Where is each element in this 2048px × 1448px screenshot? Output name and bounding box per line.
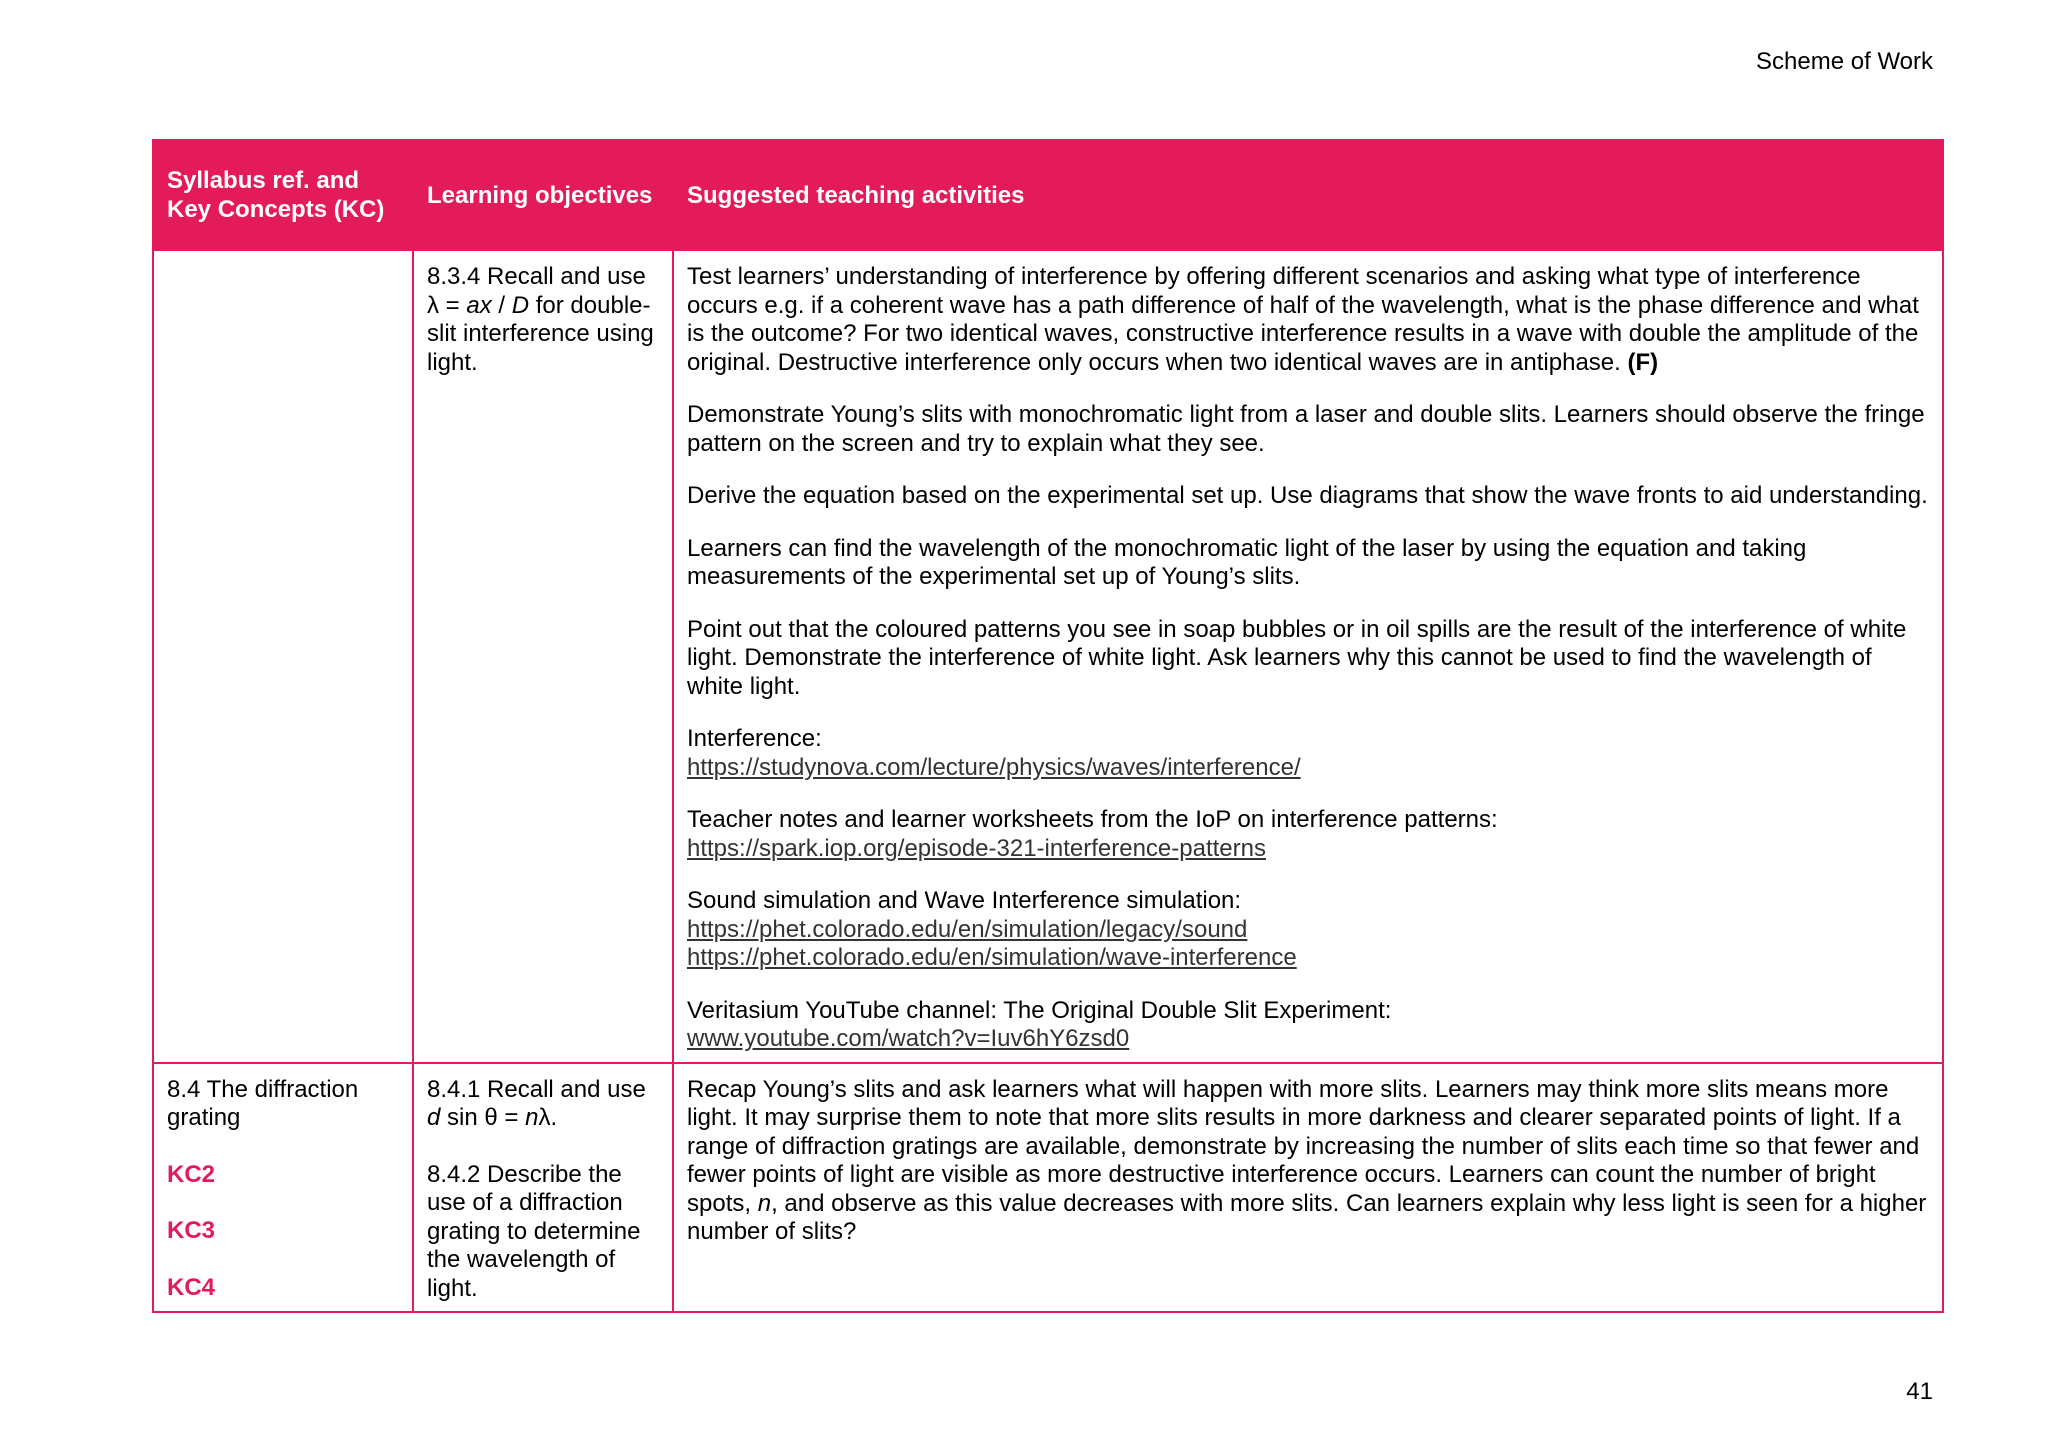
slash: / <box>491 291 512 319</box>
resource-label: Interference: <box>687 725 822 752</box>
lambda-symbol: λ <box>427 291 439 319</box>
activity-paragraph: Learners can find the wavelength of the monochromatic light of the laser by using the equation and taking measurements of the experimental set up of Young’s slits. <box>687 534 1807 590</box>
activity-paragraph: Derive the equation based on the experimental set up. Use diagrams that show the wave fronts to aid understanding. <box>687 482 1928 509</box>
resource-iop <box>687 806 1929 863</box>
variable-d-spacing: d <box>427 1104 441 1131</box>
learning-objective-cell <box>413 1063 673 1313</box>
key-concept-kc4: KC4 <box>167 1273 216 1301</box>
resource-link-iop[interactable]: https://spark.iop.org/episode-321-interference-patterns <box>687 834 1266 862</box>
column-header-learning-objectives: Learning objectives <box>413 140 673 250</box>
objective-text: 8.3.4 Recall and use <box>427 263 646 290</box>
activity-text: Test learners’ understanding of interference by offering different scenarios and asking what type of interference occurs e.g. if a coherent wave has a path difference of half of the wavelength, what is the phase difference and what is the outcome? For two identical waves, constructive interference results in a wave with double the amplitude of the original. Destructive interference only occurs when two identical waves are in antiphase. <box>687 263 1919 376</box>
table-row <box>153 250 1943 1063</box>
resource-link-youtube[interactable]: www.youtube.com/watch?v=Iuv6hY6zsd0 <box>687 1025 1130 1052</box>
table-row <box>153 1063 1943 1313</box>
activity-text: Recap Young’s slits and ask learners what will happen with more slits. Learners may think more slits means more light. It may surprise them to note that more slits results in more darkness and clearer separated points of light. If a range of diffraction gratings are available, demonstrate by increasing the number of slits each time so that fewer and fewer points of light are visible as more destructive interference occurs. Learners can count the number of bright spots, <box>687 1075 1920 1217</box>
resource-link-studynova[interactable]: https://studynova.com/lecture/physics/waves/interference/ <box>687 753 1301 781</box>
teaching-activities-cell <box>673 1063 1943 1313</box>
activity-paragraph: Point out that the coloured patterns you see in soap bubbles or in oil spills are the result of the interference of white light. Demonstrate the interference of white light. Ask learners why this cannot be used to find the wavelength of white light. <box>687 615 1907 700</box>
objective-8-4-2: 8.4.2 Describe the use of a diffraction grating to determine the wavelength of light. <box>427 1160 641 1302</box>
resource-label: Teacher notes and learner worksheets from the IoP on interference patterns: <box>687 806 1498 833</box>
formative-marker: (F) <box>1627 348 1659 376</box>
column-header-syllabus-ref: Syllabus ref. and Key Concepts (KC) <box>153 140 413 250</box>
key-concept-kc3: KC3 <box>167 1217 216 1244</box>
objective-mid: sin θ = <box>440 1104 526 1131</box>
syllabus-ref-text: 8.4 The diffraction grating <box>167 1075 359 1131</box>
syllabus-ref-cell-empty <box>153 250 413 1063</box>
resource-label: Veritasium YouTube channel: The Original Double Slit Experiment: <box>687 996 1392 1024</box>
running-header: Scheme of Work <box>1756 48 1933 75</box>
resource-link-phet-sound[interactable]: https://phet.colorado.edu/en/simulation/legacy/sound <box>687 915 1248 943</box>
resource-link-phet-wave-interference[interactable]: https://phet.colorado.edu/en/simulation/wave-interference <box>687 944 1297 971</box>
variable-n: n <box>525 1104 539 1131</box>
teaching-activities-cell <box>673 250 1943 1063</box>
syllabus-ref-cell <box>153 1063 413 1313</box>
learning-objective-cell <box>413 250 673 1063</box>
variable-ax: ax <box>466 291 492 319</box>
objective-8-4-1 <box>427 1076 659 1133</box>
table-header-row <box>153 140 1943 250</box>
key-concept-kc2: KC2 <box>167 1160 216 1188</box>
objective-text: 8.4.1 Recall and use <box>427 1075 646 1103</box>
resource-phet <box>687 887 1929 973</box>
scheme-of-work-table <box>152 139 1944 1313</box>
activity-paragraph <box>687 1076 1929 1247</box>
activity-text: , and observe as this value decreases with more slits. Can learners explain why less light is seen for a higher number of slits? <box>687 1189 1927 1245</box>
page-number: 41 <box>1906 1378 1933 1405</box>
equals-sign: = <box>439 291 467 319</box>
column-header-teaching-activities: Suggested teaching activities <box>673 140 1943 250</box>
activity-paragraph: Demonstrate Young’s slits with monochromatic light from a laser and double slits. Learners should observe the fringe pattern on the screen and try to explain what they see. <box>687 401 1925 457</box>
variable-n: n <box>757 1189 772 1217</box>
objective-suffix: for double-slit interference using light. <box>427 291 654 376</box>
variable-d: D <box>511 291 530 319</box>
resource-interference <box>687 725 1929 782</box>
resource-veritasium <box>687 997 1929 1054</box>
activity-paragraph <box>687 263 1929 377</box>
objective-suffix: λ. <box>538 1104 558 1131</box>
resource-label: Sound simulation and Wave Interference simulation: <box>687 887 1242 914</box>
